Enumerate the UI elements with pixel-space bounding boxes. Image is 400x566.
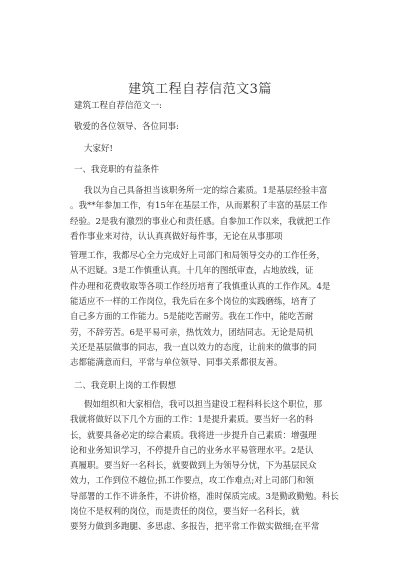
body-line: 导部署的工作不讲条件，不讲价格，准时保质完成。3是勤政勤勉。科长 [70, 491, 339, 502]
body-line: 劳，不辞劳苦。6是平易可亲，热忱效力，团结同志。无论是局机 [70, 327, 314, 338]
body-line: 长，就要具备必定的综合素质。我将进一步提升自己素质：增强理 [70, 430, 317, 441]
body-line: 管理工作，我都尽心全力完成好上司部门和局领导交办的工作任务， [70, 251, 326, 262]
body-line: 真履职。要当好一名科长，就要做到上为领导分忧，下为基层民众 [70, 461, 317, 472]
body-line: 我就将做好以下几个方面的工作：1是提升素质。要当好一名的科 [70, 415, 314, 426]
body-line: 岗位不是权利的岗位，而是责任的岗位，要当好一名科长，就 [70, 507, 300, 518]
section-heading-1: 一、我竞职的有益条件 [74, 165, 160, 175]
body-line: 件办理和花费收取等各项工作经历培育了我慎重认真的工作作风。4是 [70, 281, 331, 292]
body-line: 关还是基层做事的同志，我一直以效力的态度，让前来的做事的同 [70, 342, 317, 353]
section-2-body [70, 398, 342, 536]
body-line: 我以为自己具备担当该职务所一定的综合素质。1是基层经验丰富 [84, 186, 328, 196]
body-line: 论和业务知识学习，不停提升自己的业务水平易管理水平。2是认 [70, 445, 314, 456]
section-1-body [70, 184, 342, 372]
section-heading-2: 二、我竞职上岗的工作假想 [74, 381, 177, 391]
page-title: 建筑工程自荐信范文3篇 [128, 82, 272, 97]
body-line: 从不迟疑。3是工作慎重认真。十几年的图纸审查，占地放线，证 [70, 266, 314, 277]
body-line: 。我**年参加工作，有15年在基层工作，从而累积了丰富的基层工作 [70, 201, 328, 212]
body-line: 效力，工作到位不越位;抓工作要点，攻工作难点;对上司部门和领 [70, 476, 314, 487]
body-line: 志都能满意而归，平常与单位领导、同事关系都很友善。 [70, 358, 283, 369]
body-line: 要努力做到多跑腿、多思虑、多报告，把平常工作做实做细;在平常 [70, 522, 320, 533]
body-line: 能适应不一样的工作岗位，我先后在多个岗位的实践磨练，培育了 [70, 297, 317, 308]
salutation: 敬爱的各位领导、各位同事: [74, 122, 179, 132]
body-line: 看作事业来对待，认认真真做好每件事，无论在从事那项 [70, 231, 283, 242]
body-line: 假如组织和大家相信，我可以担当建设工程科科长这个职位，那 [84, 400, 323, 410]
body-line: 经验。2是我有激烈的事业心和责任感。自参加工作以来，我就把工作 [70, 216, 331, 227]
document-subtitle: 建筑工程自荐信范文一: [74, 101, 162, 111]
body-line: 自己多方面的工作能力。5是能吃苦耐劳。我在工作中，能吃苦耐 [70, 312, 314, 323]
greeting: 大家好! [84, 144, 113, 154]
